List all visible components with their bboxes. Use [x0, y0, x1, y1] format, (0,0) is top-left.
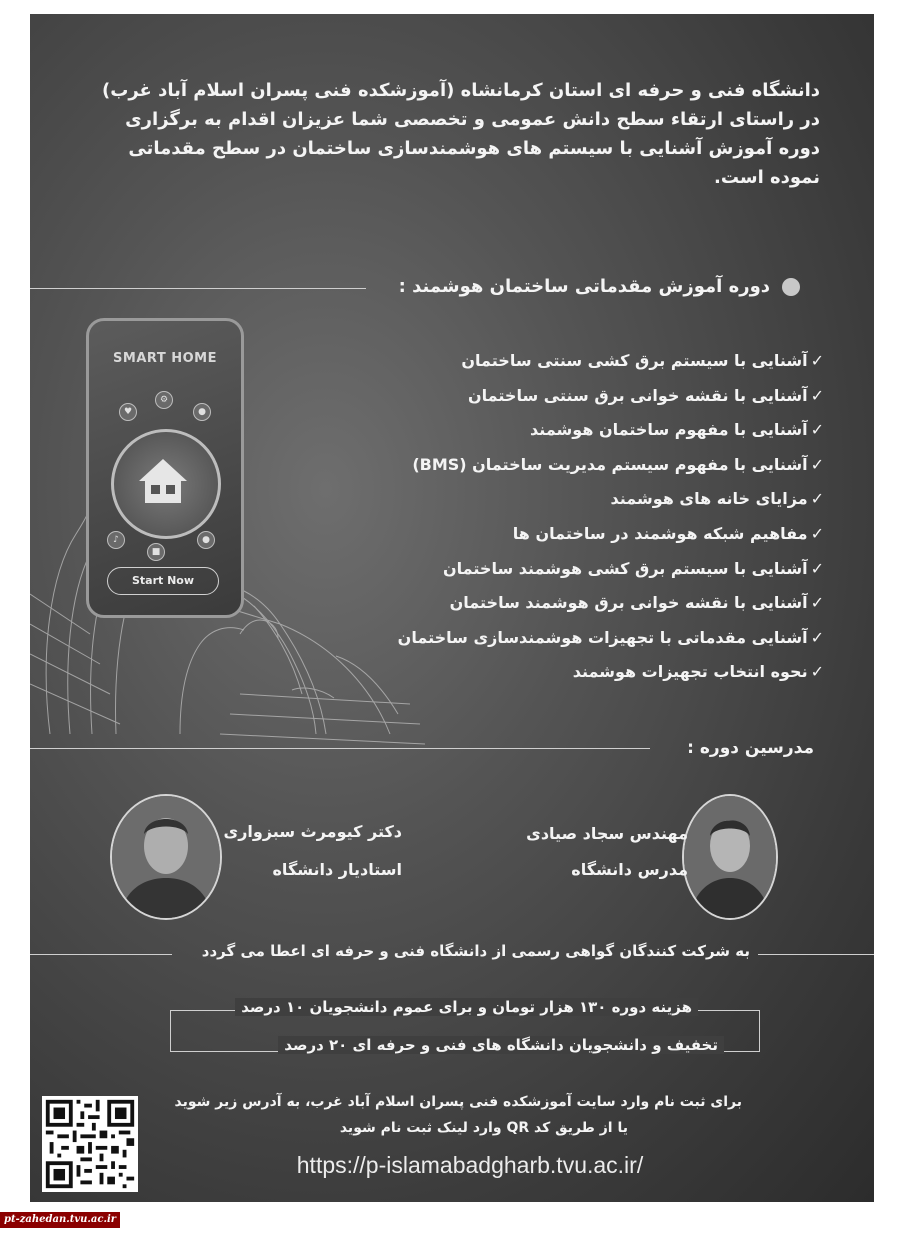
- person-icon: [112, 796, 220, 918]
- list-item: [344, 586, 824, 621]
- check-icon: ✓: [810, 489, 824, 509]
- home-ring: [111, 429, 221, 539]
- item-label: مفاهیم شبکه هوشمند در ساختمان ها: [512, 523, 808, 543]
- check-icon: ✓: [810, 593, 824, 613]
- list-item: [344, 448, 824, 483]
- bullet-icon: [782, 278, 800, 296]
- item-label: آشنایی مقدماتی با تجهیزات هوشمندسازی ساختمان: [397, 627, 808, 647]
- bulb-icon: ●: [193, 403, 211, 421]
- home-icon: [111, 429, 215, 533]
- instructor-name: دکتر کیومرث سبزواری: [223, 822, 402, 841]
- item-label: آشنایی با مفهوم سیستم مدیریت ساختمان (BMS): [412, 454, 808, 474]
- list-item: [344, 413, 824, 448]
- divider: [30, 748, 650, 749]
- registration-text: برای ثبت نام وارد سایت آموزشکده فنی پسران اسلام آباد غرب، به آدرس زیر شوید: [174, 1094, 742, 1110]
- instructor-role: استادیار دانشگاه: [272, 860, 402, 879]
- list-item: [344, 379, 824, 414]
- course-list: [344, 344, 824, 690]
- divider: [30, 954, 172, 955]
- divider: [758, 954, 874, 955]
- music-icon: ♪: [107, 531, 125, 549]
- item-label: آشنایی با سیستم برق کشی سنتی ساختمان: [461, 351, 808, 370]
- intro-line: دوره آموزش آشنایی با سیستم های هوشمندسازی ساختمان در سطح مقدماتی: [128, 138, 820, 159]
- footer-site-tag: pt-zahedan.tvu.ac.ir: [0, 1212, 120, 1228]
- check-icon: ✓: [810, 523, 824, 543]
- person-icon: [684, 796, 776, 918]
- heart-icon: ♥: [119, 403, 137, 421]
- fee-line: هزینه دوره ۱۳۰ هزار تومان و برای عموم دانشجویان ۱۰ درصد: [235, 998, 698, 1016]
- check-icon: ✓: [810, 454, 824, 474]
- check-icon: ✓: [810, 420, 824, 440]
- qr-code-icon: [42, 1096, 138, 1192]
- item-label: نحوه انتخاب تجهیزات هوشمند: [572, 662, 808, 682]
- list-item: [344, 655, 824, 690]
- lock-icon: ■: [147, 543, 165, 561]
- phone-title: SMART HOME: [113, 351, 217, 366]
- check-icon: ✓: [810, 627, 824, 647]
- item-label: مزایای خانه های هوشمند: [610, 489, 808, 509]
- start-now-button: Start Now: [107, 567, 219, 595]
- check-icon: ✓: [810, 351, 824, 370]
- poster: [30, 14, 874, 1202]
- intro-line: نموده است.: [713, 167, 820, 188]
- registration-text: یا از طریق کد QR وارد لینک ثبت نام شوید: [339, 1120, 628, 1136]
- item-label: آشنایی با نقشه خوانی برق هوشمند ساختمان: [449, 593, 808, 613]
- fee-line: تخفیف و دانشجویان دانشگاه های فنی و حرفه ای ۲۰ درصد: [278, 1036, 724, 1054]
- intro-paragraph: [100, 76, 820, 192]
- instructors-heading: مدرسین دوره :: [687, 738, 814, 758]
- list-item: [344, 621, 824, 656]
- check-icon: ✓: [810, 558, 824, 578]
- gear-icon: ⚙: [155, 391, 173, 409]
- item-label: آشنایی با سیستم برق کشی هوشمند ساختمان: [442, 558, 808, 578]
- instructor-role: مدرس دانشگاه: [571, 860, 688, 879]
- avatar: [110, 794, 222, 920]
- item-label: آشنایی با مفهوم ساختمان هوشمند: [530, 420, 808, 440]
- list-item: [344, 552, 824, 587]
- check-icon: ✓: [810, 662, 824, 682]
- list-item: [344, 344, 824, 379]
- registration-url[interactable]: https://p-islamabadgharb.tvu.ac.ir/: [296, 1152, 644, 1178]
- intro-line: در راستای ارتقاء سطح دانش عمومی و تخصصی شما عزیزان اقدام به برگزاری: [125, 109, 820, 130]
- intro-line: دانشگاه فنی و حرفه ای استان کرمانشاه (آموزشکده فنی پسران اسلام آباد غرب): [102, 80, 820, 101]
- instructor-name: مهندس سجاد صیادی: [526, 824, 688, 843]
- item-label: آشنایی با نقشه خوانی برق سنتی ساختمان: [468, 385, 808, 405]
- certificate-note: به شرکت کنندگان گواهی رسمی از دانشگاه فنی و حرفه ای اعطا می گردد: [201, 942, 750, 960]
- course-heading: دوره آموزش مقدماتی ساختمان هوشمند :: [398, 276, 770, 297]
- list-item: [344, 517, 824, 552]
- avatar: [682, 794, 778, 920]
- check-icon: ✓: [810, 385, 824, 405]
- phone-illustration: [86, 318, 244, 618]
- thermo-icon: ●: [197, 531, 215, 549]
- list-item: [344, 482, 824, 517]
- divider: [30, 288, 366, 289]
